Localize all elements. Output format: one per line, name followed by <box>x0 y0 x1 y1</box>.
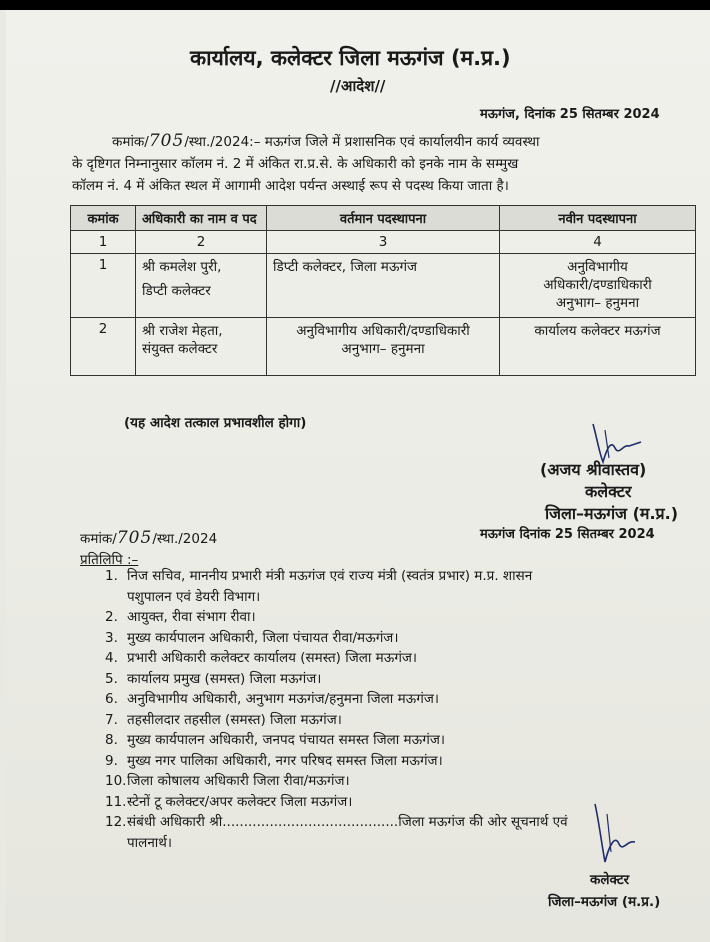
row-current-posting: डिप्टी कलेक्टर, जिला मऊगंज <box>267 254 500 318</box>
ref-prefix: कमांक/ <box>80 531 117 547</box>
table-number-row <box>71 231 696 254</box>
row-new-posting: कार्यालय कलेक्टर मऊगंज <box>500 318 696 376</box>
current-posting-line: अनुविभागीय अधिकारी/दण्डाधिकारी <box>296 323 470 339</box>
signatory-designation: कलेक्टर <box>585 482 632 501</box>
new-posting-line: अनुविभागीय <box>567 259 628 275</box>
ref-handwritten-number: 705 <box>116 528 153 548</box>
col-number: 3 <box>267 231 500 254</box>
col-number: 4 <box>500 231 696 254</box>
col-header-name: अधिकारी का नाम व पद <box>136 206 267 231</box>
signature-mark-icon <box>585 800 645 870</box>
copy-heading: प्रतिलिपि :– <box>80 552 139 568</box>
officer-designation: संयुक्त कलेक्टर <box>142 341 218 357</box>
row-officer <box>136 318 267 376</box>
officer-name: श्री राजेश मेहता, <box>142 323 223 339</box>
ref-suffix: /स्था./2024 <box>152 531 218 547</box>
endorsement-signatory-designation: कलेक्टर <box>590 872 630 888</box>
posting-table <box>70 205 696 376</box>
list-item: 5. कार्यालय प्रमुख (समस्त) जिला मऊगंज। <box>105 670 322 687</box>
row-sno: 1 <box>71 254 136 318</box>
col-header-sno: कमांक <box>71 206 136 231</box>
list-item: 11.स्टेनों टू कलेक्टर/अपर कलेक्टर जिला मऊगंज। <box>105 793 353 810</box>
list-item: 7. तहसीलदार तहसील (समस्त) जिला मऊगंज। <box>105 711 342 728</box>
row-new-posting <box>500 254 696 318</box>
ref-suffix: /स्था./2024:– मऊगंज जिले में प्रशासनिक एवं कार्यालयीन कार्य व्यवस्था <box>184 134 540 150</box>
new-posting-line: अनुभाग– हनुमना <box>555 295 640 311</box>
signatory-district: जिला–मऊगंज (म.प्र.) <box>545 504 679 523</box>
col-header-current: वर्तमान पदस्थापना <box>267 206 500 231</box>
officer-name: श्री कमलेश पुरी, <box>142 259 222 275</box>
order-paragraph <box>72 130 692 197</box>
ref-handwritten-number: 705 <box>148 131 185 151</box>
row-officer <box>136 254 267 318</box>
screen-top-bar <box>0 0 710 10</box>
effective-note: (यह आदेश तत्काल प्रभावशील होगा) <box>124 415 307 431</box>
col-number: 2 <box>136 231 267 254</box>
office-title: कार्यालय, कलेक्टर जिला मऊगंज (म.प्र.) <box>190 46 511 70</box>
list-item: 12.संबंधी अधिकारी श्री.........................................जिला मऊगंज की ओर सूचनार्थ एवं पालनार्थ। <box>105 814 568 851</box>
order-date: मऊगंज, दिनांक 25 सितम्बर 2024 <box>480 107 660 122</box>
endorsement-signatory-district: जिला–मऊगंज (म.प्र.) <box>548 894 661 910</box>
ref-prefix: कमांक/ <box>112 134 149 150</box>
list-item: 3. मुख्य कार्यपालन अधिकारी, जिला पंचायत रीवा/मऊगंज। <box>105 629 399 646</box>
officer-designation: डिप्टी कलेक्टर <box>142 283 211 299</box>
list-item: 8. मुख्य कार्यपालन अधिकारी, जनपद पंचायत समस्त जिला मऊगंज। <box>105 732 445 748</box>
table-row <box>71 318 696 376</box>
list-item: 9. मुख्य नगर पालिका अधिकारी, नगर परिषद समस्त जिला मऊगंज। <box>105 752 443 769</box>
col-number: 1 <box>71 231 136 254</box>
list-item: 10.जिला कोषालय अधिकारी जिला रीवा/मऊगंज। <box>105 773 350 789</box>
order-line-1 <box>72 130 692 153</box>
list-item: 6. अनुविभागीय अधिकारी, अनुभाग मऊगंज/हनुमना जिला मऊगंज। <box>105 691 439 707</box>
new-posting-line: अधिकारी/दण्डाधिकारी <box>543 277 652 293</box>
order-line-2: के दृष्टिगत निम्नानुसार कॉलम नं. 2 में अंकित रा.प्र.से. के अधिकारी को इनके नाम के सम्मुख <box>72 156 519 172</box>
list-item: 4. प्रभारी अधिकारी कलेक्टर कार्यालय (समस्त) जिला मऊगंज। <box>105 650 418 666</box>
endorsement-ref <box>80 528 217 548</box>
list-item: 1. निज सचिव, माननीय प्रभारी मंत्री मऊगंज एवं राज्य मंत्री (स्वतंत्र प्रभार) म.प्र. शासन पशुपालन एवं डेयरी विभाग। <box>105 568 533 605</box>
row-current-posting <box>267 318 500 376</box>
current-posting-line: अनुभाग– हनुमना <box>341 341 425 357</box>
signatory-name: (अजय श्रीवास्तव) <box>540 460 647 479</box>
table-row <box>71 254 696 318</box>
table-header-row <box>71 206 696 231</box>
order-line-3: कॉलम नं. 4 में अंकित स्थल में आगामी आदेश पर्यन्त अस्थाई रूप से पदस्थ किया जाता है। <box>72 178 509 194</box>
list-item: 2. आयुक्त, रीवा संभाग रीवा। <box>105 609 256 625</box>
row-sno: 2 <box>71 318 136 376</box>
endorsement-date: मऊगंज दिनांक 25 सितम्बर 2024 <box>480 527 655 542</box>
col-header-new: नवीन पदस्थापना <box>500 206 696 231</box>
order-heading: //आदेश// <box>330 77 386 95</box>
